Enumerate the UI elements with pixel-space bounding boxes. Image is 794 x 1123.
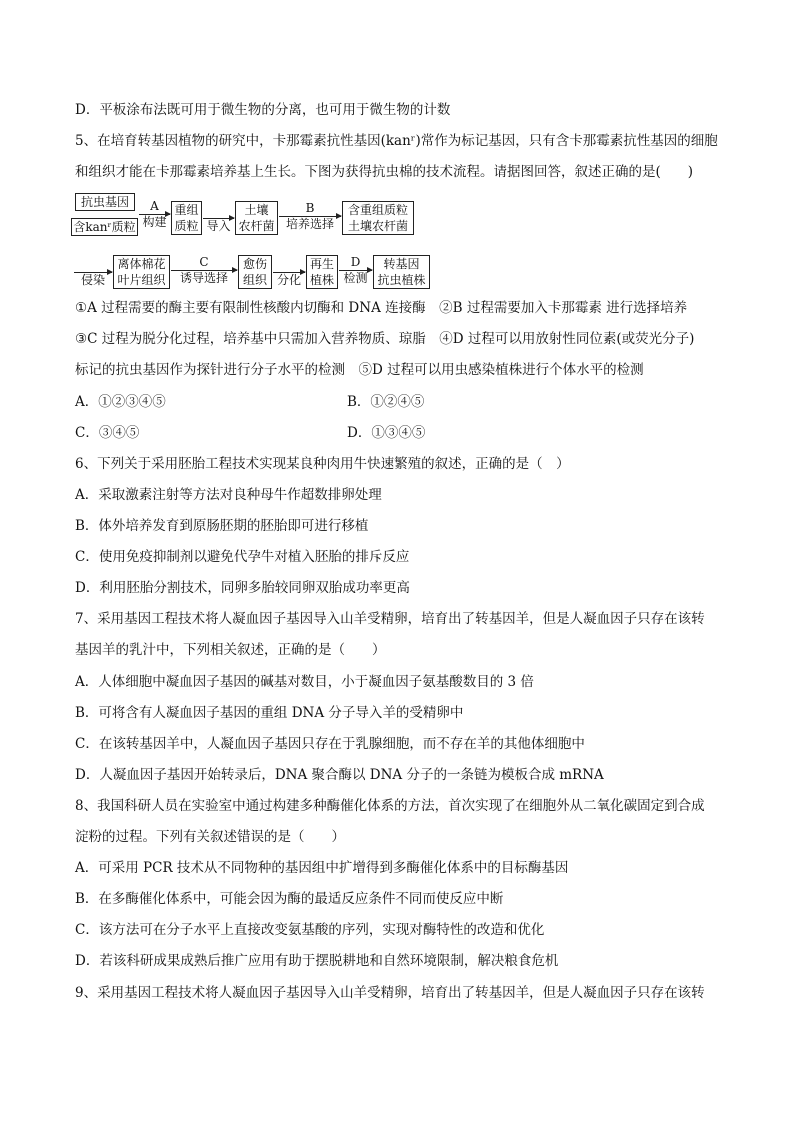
q6-option-c: C．使用免疫抑制剂以避免代孕牛对植入胚胎的排斥反应 bbox=[75, 549, 410, 565]
arrow-step-a: A 构建 bbox=[139, 199, 170, 231]
q6-option-a: A．采取激素注射等方法对良种母牛作超数排卵处理 bbox=[75, 487, 382, 503]
arrow-step-b: B 培养选择 bbox=[279, 201, 341, 233]
q7-stem-line1: 7、采用基因工程技术将人凝血因子基因导入山羊受精卵，培育出了转基因羊，但是人凝血因子只存在该转 bbox=[75, 611, 705, 627]
q7-option-b: B．可将含有人凝血因子基因的重组 DNA 分子导入羊的受精卵中 bbox=[75, 705, 464, 721]
q5-stem-line1: 5、在培育转基因植物的研究中，卡那霉素抗性基因(kanʳ)常作为标记基因，只有含卡那霉素抗性基因的细胞 bbox=[75, 133, 718, 149]
box-kan-plasmid: 含kanʳ质粒 bbox=[71, 218, 138, 236]
q7-option-a: A．人体细胞中凝血因子基因的碱基对数目，小于凝血因子氨基酸数目的 3 倍 bbox=[75, 674, 534, 690]
q6-option-b: B．体外培养发育到原肠胚期的胚胎即可进行移植 bbox=[75, 518, 369, 534]
q5-stem-line2: 和组织才能在卡那霉素培养基上生长。下图为获得抗虫棉的技术流程。请据图回答，叙述正确的是( ) bbox=[75, 164, 694, 180]
box-recombinant-plasmid: 重组 质粒 bbox=[171, 201, 202, 235]
box-transgenic-plant: 转基因 抗虫植株 bbox=[373, 255, 430, 289]
arrow-step-c: C 诱导选择 bbox=[171, 255, 237, 287]
arrow-step-d: D 检测 bbox=[339, 255, 372, 287]
q5-statement-line2: ③C 过程为脱分化过程，培养基中只需加入营养物质、琼脂 ④D 过程可以用放射性同位素(或荧光分子) bbox=[75, 331, 695, 347]
q5-option-a: A．①②③④⑤ bbox=[75, 394, 166, 410]
arrow-differentiation: 分化 bbox=[273, 257, 305, 289]
box-regenerated-plant: 再生 植株 bbox=[306, 255, 338, 289]
q5-option-c: C．③④⑤ bbox=[75, 425, 140, 441]
q6-stem: 6、下列关于采用胚胎工程技术实现某良种肉用牛快速繁殖的叙述，正确的是（ ） bbox=[75, 456, 570, 472]
q8-option-b: B．在多酶催化体系中，可能会因为酶的最适反应条件不同而使反应中断 bbox=[75, 891, 504, 907]
q7-stem-line2: 基因羊的乳汁中，下列相关叙述，正确的是（ ） bbox=[75, 642, 386, 658]
arrow-infect: 侵染 bbox=[74, 257, 112, 289]
q5-statement-line1: ①A 过程需要的酶主要有限制性核酸内切酶和 DNA 连接酶 ②B 过程需要加入卡那霉素 进行选择培养 bbox=[75, 300, 688, 316]
q8-option-d: D．若该科研成果成熟后推广应用有助于摆脱耕地和自然环境限制，解决粮食危机 bbox=[75, 953, 559, 969]
q5-option-d: D．①③④⑤ bbox=[347, 425, 426, 441]
q9-stem-line1: 9、采用基因工程技术将人凝血因子基因导入山羊受精卵，培育出了转基因羊，但是人凝血因子只存在该转 bbox=[75, 985, 705, 1001]
q5-statement-line3: 标记的抗虫基因作为探针进行分子水平的检测 ⑤D 过程可以用虫感染植株进行个体水平的检测 bbox=[75, 362, 644, 378]
box-insect-resistant-gene: 抗虫基因 bbox=[75, 193, 135, 211]
q8-option-c: C．该方法可在分子水平上直接改变氨基酸的序列，实现对酶特性的改造和优化 bbox=[75, 922, 545, 938]
q5-option-b: B．①②④⑤ bbox=[347, 394, 425, 410]
q8-stem-line1: 8、我国科研人员在实验室中通过构建多种酶催化体系的方法，首次实现了在细胞外从二氧化碳固定到合成 bbox=[75, 798, 705, 814]
q7-option-c: C．在该转基因羊中，人凝血因子基因只存在于乳腺细胞，而不存在羊的其他体细胞中 bbox=[75, 736, 585, 752]
box-callus: 愈伤 组织 bbox=[238, 255, 272, 289]
box-leaf-tissue: 离体棉花 叶片组织 bbox=[113, 255, 170, 289]
q8-option-a: A．可采用 PCR 技术从不同物种的基因组中扩增得到多酶催化体系中的目标酶基因 bbox=[75, 860, 569, 876]
arrow-import: 导入 bbox=[203, 202, 234, 234]
q7-option-d: D．人凝血因子基因开始转录后，DNA 聚合酶以 DNA 分子的一条链为模板合成 mRNA bbox=[75, 767, 604, 783]
box-agrobacterium-with-recombinant-plasmid: 含重组质粒 土壤农杆菌 bbox=[342, 201, 414, 235]
q8-stem-line2: 淀粉的过程。下列有关叙述错误的是（ ） bbox=[75, 829, 345, 845]
q4-option-d: D．平板涂布法既可用于微生物的分离，也可用于微生物的计数 bbox=[75, 102, 451, 118]
box-agrobacterium: 土壤 农杆菌 bbox=[235, 201, 278, 235]
q6-option-d: D．利用胚胎分割技术，同卵多胎较同卵双胎成功率更高 bbox=[75, 580, 410, 596]
